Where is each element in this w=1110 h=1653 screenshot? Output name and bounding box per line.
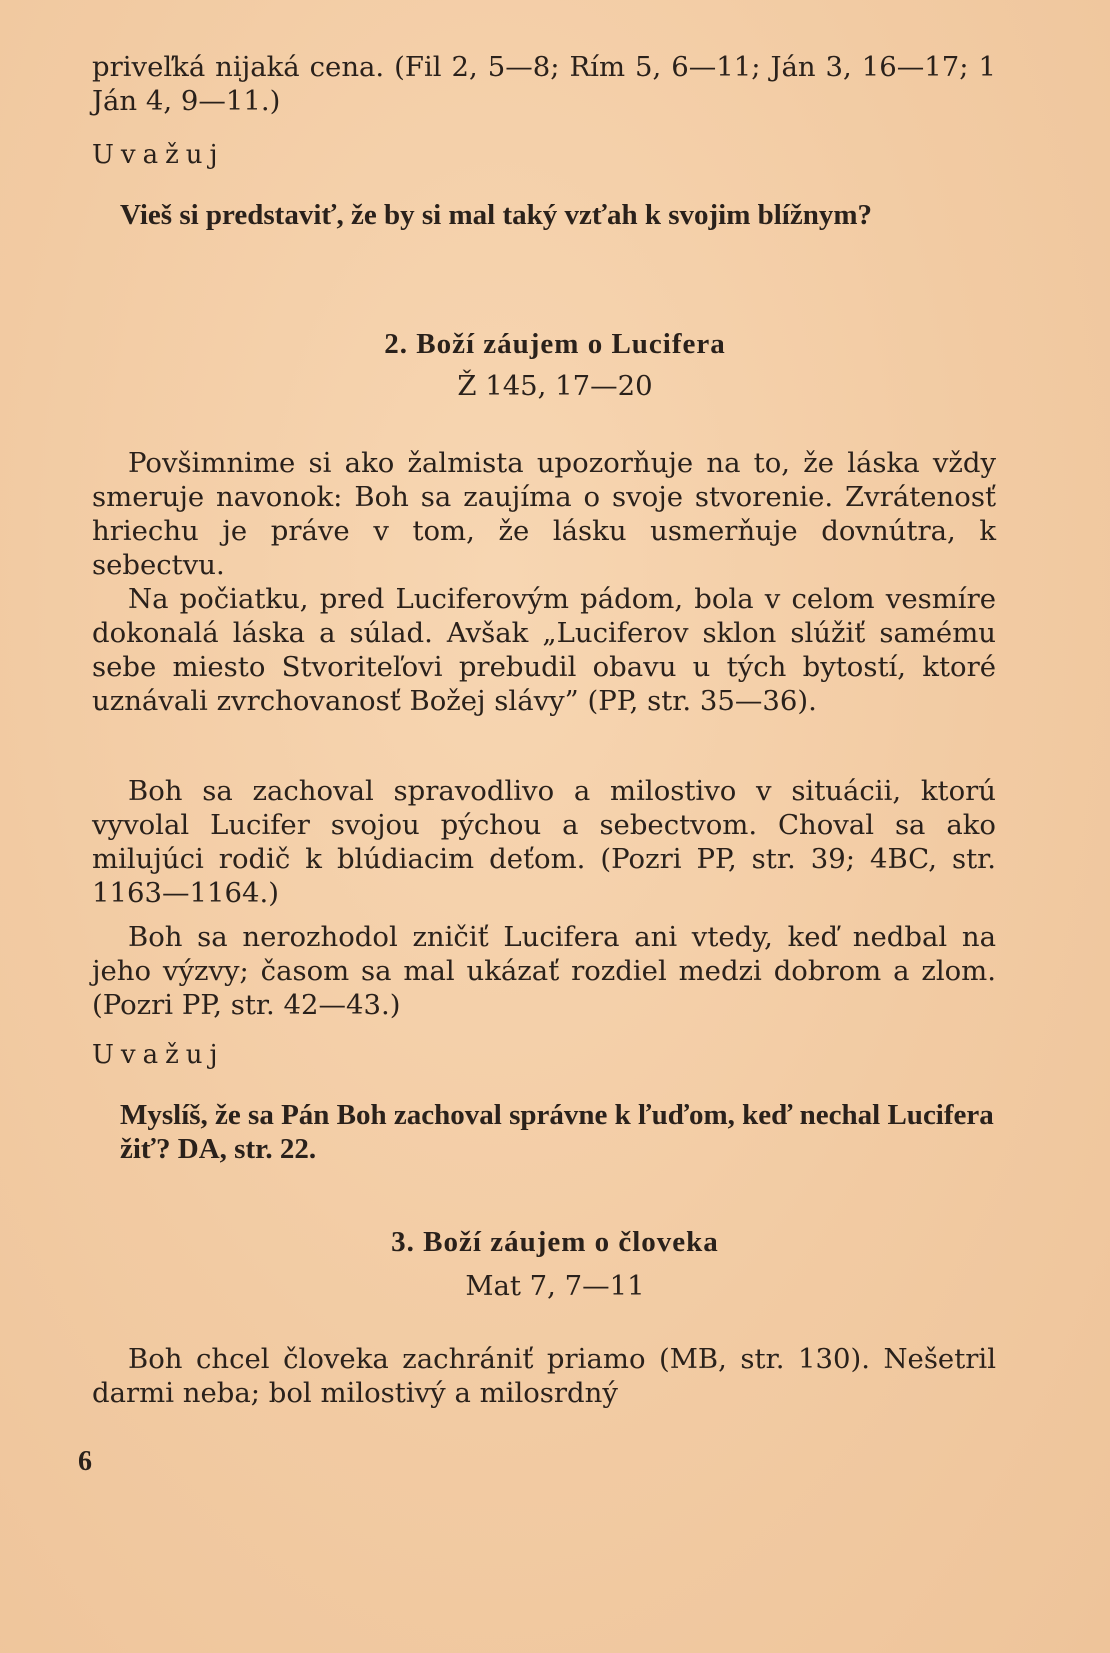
intro-text: priveľká nijaká cena. (Fil 2, 5—8; Rím 5, 6—11; Ján 3, 16—17; 1 Ján 4, 9—11.) xyxy=(92,51,996,117)
scripture-reference: Mat 7, 7—11 xyxy=(465,1270,645,1302)
body-paragraph: Boh chcel človeka zachrániť priamo (MB, str. 130). Nešetril darmi neba; bol milostivý a milosrdný xyxy=(92,1343,996,1409)
section-heading: 3. Boží záujem o človeka xyxy=(391,1226,719,1258)
reflection-question: Vieš si predstaviť, že by si mal taký vzťah k svojim blížnym? xyxy=(120,199,873,231)
scripture-reference: Ž 145, 17—20 xyxy=(457,370,653,402)
consider-label: Uvažuj xyxy=(92,1040,225,1070)
page-number: 6 xyxy=(78,1446,92,1477)
body-paragraph: Boh sa zachoval spravodlivo a milostivo v situácii, ktorú vyvolal Lucifer svojou pýchou a sebectvom. Choval sa ako milujúci rodič k blúdiacim deťom. (Pozri PP, str. 39; 4BC, str. 1163—1164.) xyxy=(92,775,996,909)
body-paragraph: Boh sa nerozhodol zničiť Lucifera ani vtedy, keď nedbal na jeho výzvy; časom sa mal ukázať rozdiel medzi dobrom a zlom. (Pozri PP, str. 42—43.) xyxy=(92,921,996,1021)
consider-label: Uvažuj xyxy=(92,140,225,170)
body-paragraph: Na počiatku, pred Luciferovým pádom, bola v celom vesmíre dokonalá láska a súlad. Avšak „Luciferov sklon slúžiť samému sebe miesto Stvoriteľovi prebudil obavu u tých bytostí, ktoré uznávali zvrchovanosť Božej slávy” (PP, str. 35—36). xyxy=(92,583,996,717)
body-paragraph: Povšimnime si ako žalmista upozorňuje na to, že láska vždy smeruje navonok: Boh sa zaujíma o svoje stvorenie. Zvrátenosť hriechu je práve v tom, že lásku usmerňuje dovnútra, k sebectvu. xyxy=(92,447,996,581)
section-heading: 2. Boží záujem o Lucifera xyxy=(384,328,726,360)
reflection-question: Myslíš, že sa Pán Boh zachoval správne k ľuďom, keď nechal Lucifera žiť? DA, str. 22. xyxy=(120,1099,994,1165)
